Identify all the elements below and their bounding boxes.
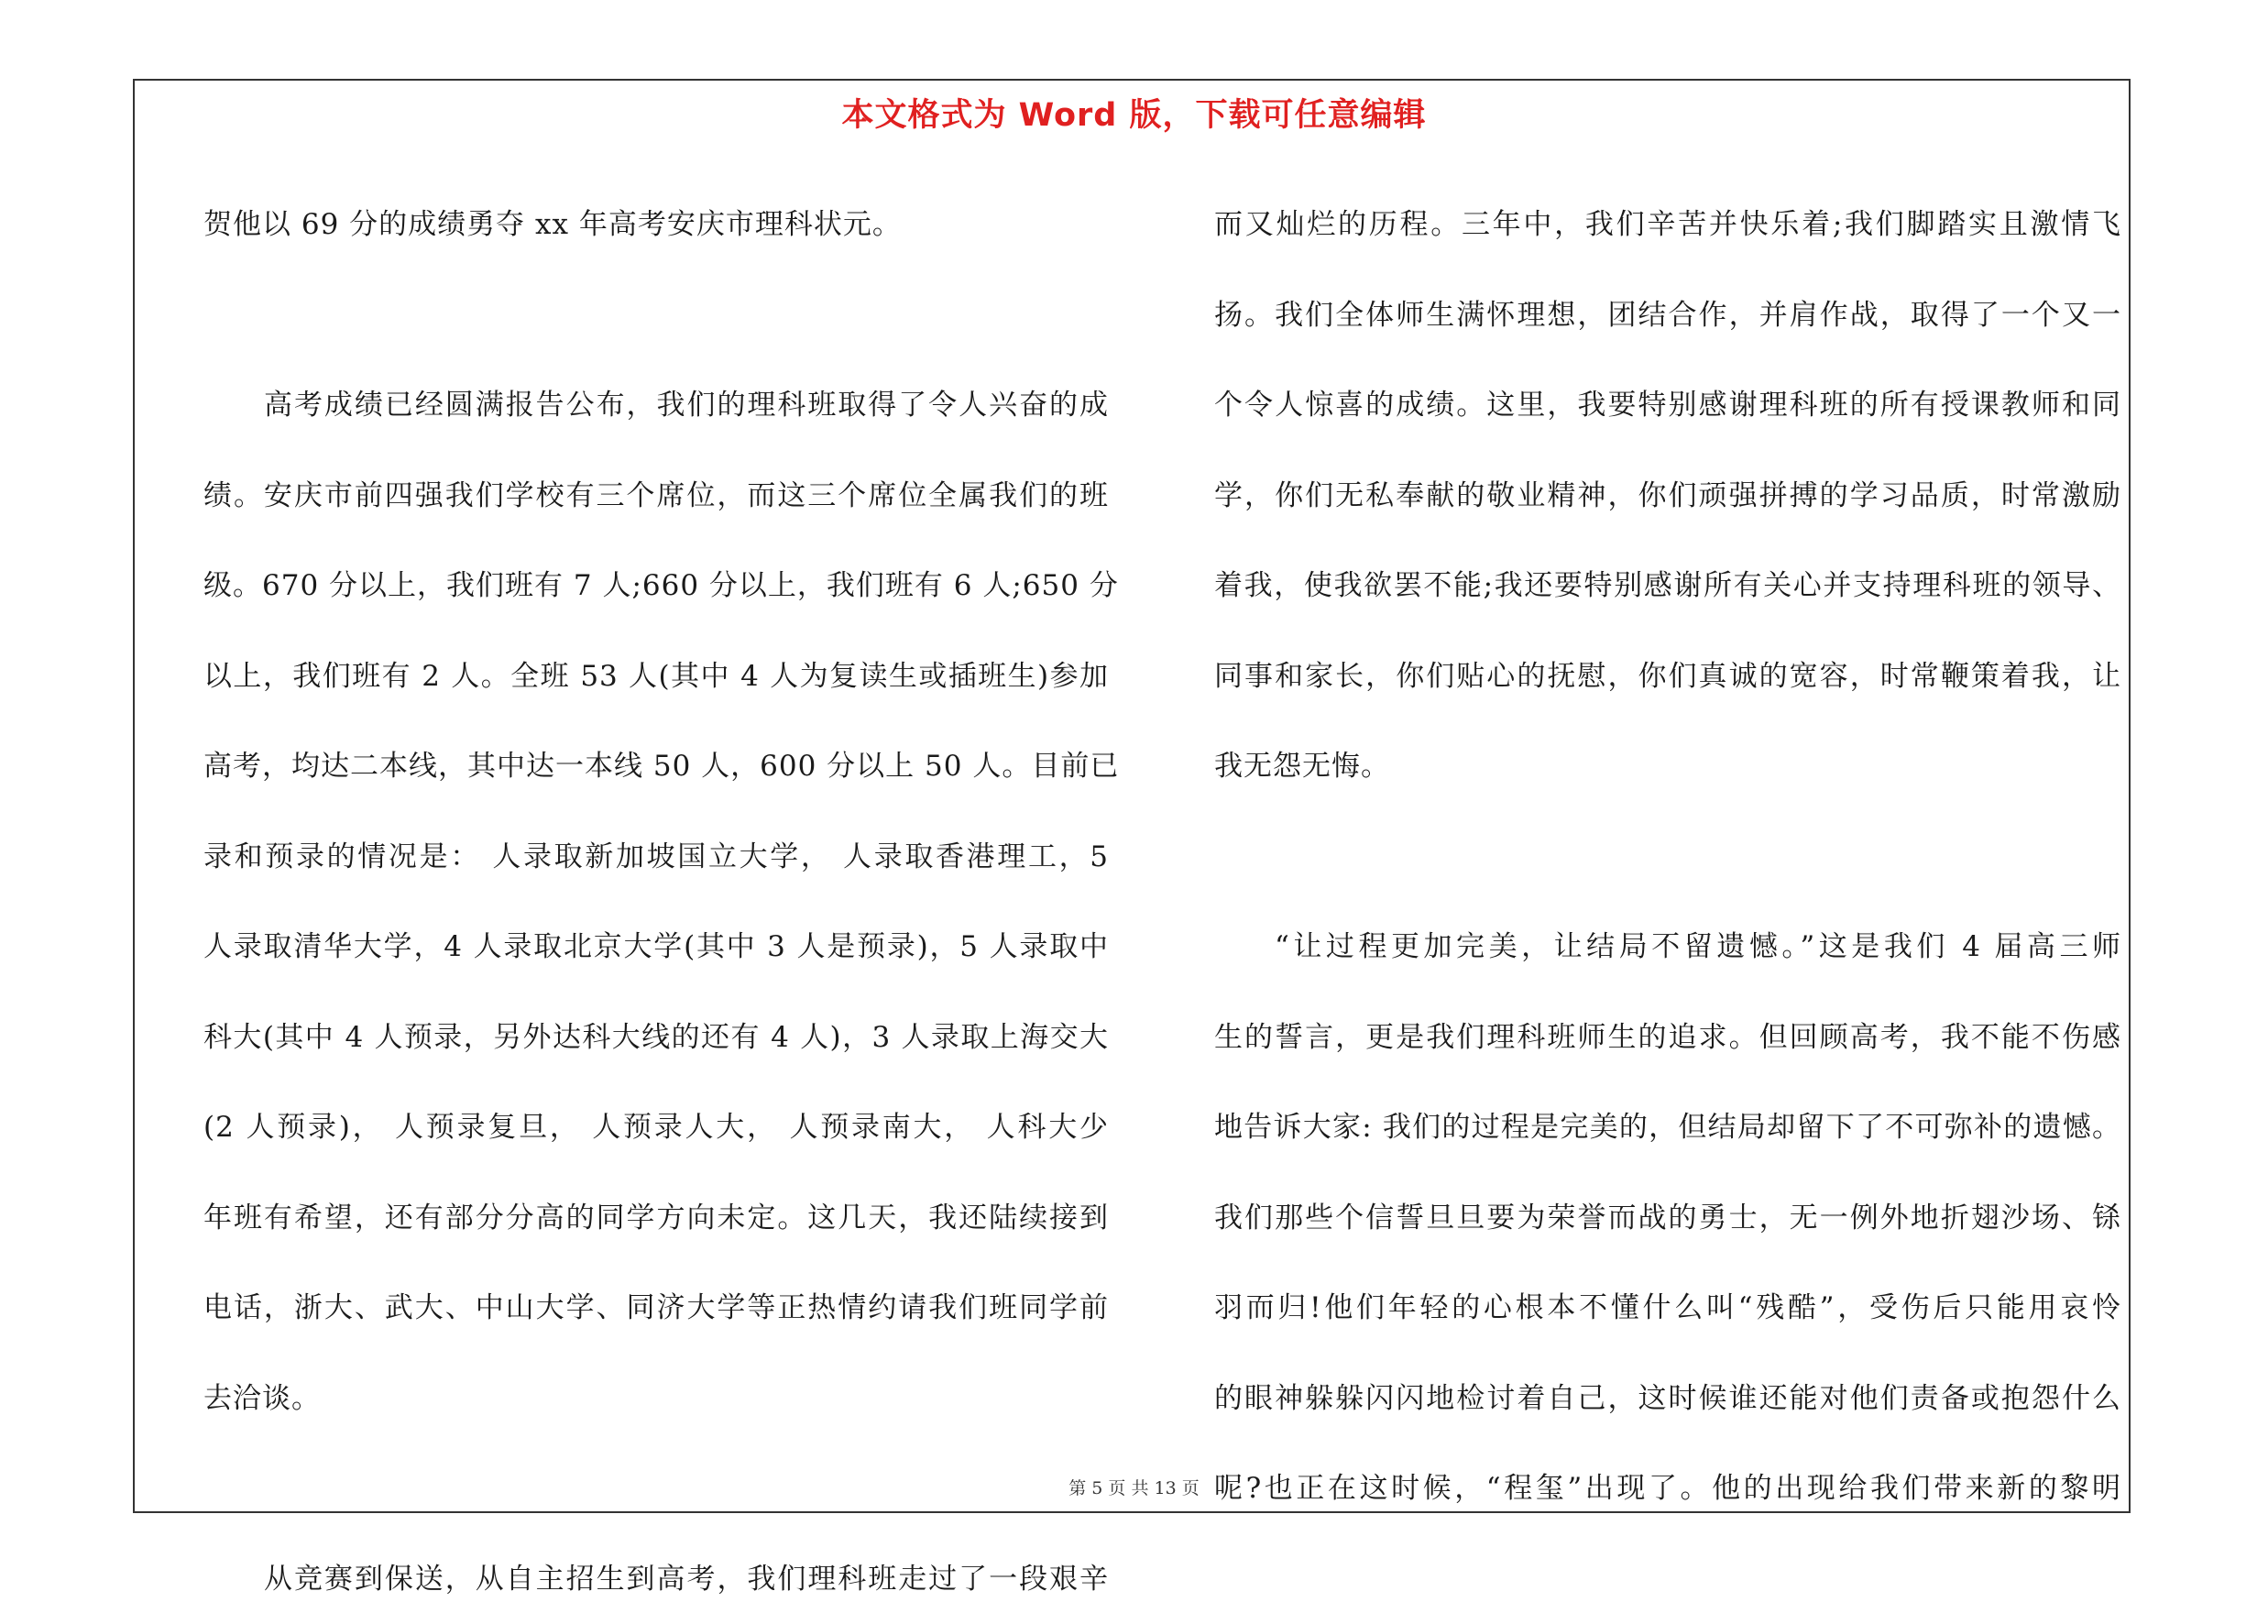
text-line: 呢?也正在这时候，“程玺”出现了。他的出现给我们带来新的黎明 <box>1214 1443 2121 1534</box>
text-line: 高考成绩已经圆满报告公布，我们的理科班取得了令人兴奋的成 <box>203 360 1109 451</box>
text-line: 生的誓言，更是我们理科班师生的追求。但回顾高考，我不能不伤感 <box>1214 993 2121 1083</box>
text-line: 个令人惊喜的成绩。这里，我要特别感谢理科班的所有授课教师和同 <box>1214 360 2121 451</box>
text-line: 地告诉大家: 我们的过程是完美的，但结局却留下了不可弥补的遗憾。 <box>1214 1082 2121 1173</box>
text-line: 高考，均达二本线，其中达一本线 50 人，600 分以上 50 人。目前已 <box>203 721 1109 812</box>
text-line: 录和预录的情况是： 人录取新加坡国立大学， 人录取香港理工，5 <box>203 812 1109 903</box>
text-line: “让过程更加完美，让结局不留遗憾。”这是我们 4 届高三师 <box>1214 902 2121 993</box>
text-line: 同事和家长，你们贴心的抚慰，你们真诚的宽容，时常鞭策着我，让 <box>1214 631 2121 722</box>
text-line <box>203 270 1109 361</box>
text-line: 以上，我们班有 2 人。全班 53 人(其中 4 人为复读生或插班生)参加 <box>203 631 1109 722</box>
text-line: 年班有希望，还有部分分高的同学方向未定。这几天，我还陆续接到 <box>203 1173 1109 1264</box>
text-line: 着我，使我欲罢不能;我还要特别感谢所有关心并支持理科班的领导、 <box>1214 541 2121 631</box>
text-line: 去洽谈。 <box>203 1354 1109 1444</box>
text-line: 绩。安庆市前四强我们学校有三个席位，而这三个席位全属我们的班 <box>203 451 1109 542</box>
page-number-footer: 第 5 页 共 13 页 <box>0 1475 2268 1499</box>
text-line: 扬。我们全体师生满怀理想，团结合作，并肩作战，取得了一个又一 <box>1214 270 2121 361</box>
text-line: 而又灿烂的历程。三年中，我们辛苦并快乐着;我们脚踏实且激情飞 <box>1214 180 2121 270</box>
text-line: 人录取清华大学，4 人录取北京大学(其中 3 人是预录)，5 人录取中 <box>203 902 1109 993</box>
text-line: 电话，浙大、武大、中山大学、同济大学等正热情约请我们班同学前 <box>203 1263 1109 1354</box>
text-line: 我无怨无悔。 <box>1214 721 2121 812</box>
text-line: 羽而归!他们年轻的心根本不懂什么叫“残酷”，受伤后只能用哀怜 <box>1214 1263 2121 1354</box>
text-line: 科大(其中 4 人预录，另外达科大线的还有 4 人)，3 人录取上海交大 <box>203 993 1109 1083</box>
text-line: 级。670 分以上，我们班有 7 人;660 分以上，我们班有 6 人;650 分 <box>203 541 1109 631</box>
text-line: (2 人预录)， 人预录复旦， 人预录人大， 人预录南大， 人科大少 <box>203 1082 1109 1173</box>
word-format-banner: 本文格式为 Word 版，下载可任意编辑 <box>0 90 2268 136</box>
text-line: 我们那些个信誓旦旦要为荣誉而战的勇士，无一例外地折翅沙场、铩 <box>1214 1173 2121 1264</box>
text-line: 从竞赛到保送，从自主招生到高考，我们理科班走过了一段艰辛 <box>203 1534 1109 1624</box>
left-text-column <box>203 180 1109 1624</box>
text-line: 学，你们无私奉献的敬业精神，你们顽强拼搏的学习品质，时常激励 <box>1214 451 2121 542</box>
text-line: 贺他以 69 分的成绩勇夺 xx 年高考安庆市理科状元。 <box>203 180 1109 270</box>
text-line <box>1214 812 2121 903</box>
text-line: 的眼神躲躲闪闪地检讨着自己，这时候谁还能对他们责备或抱怨什么 <box>1214 1354 2121 1444</box>
right-text-column <box>1214 180 2121 1534</box>
